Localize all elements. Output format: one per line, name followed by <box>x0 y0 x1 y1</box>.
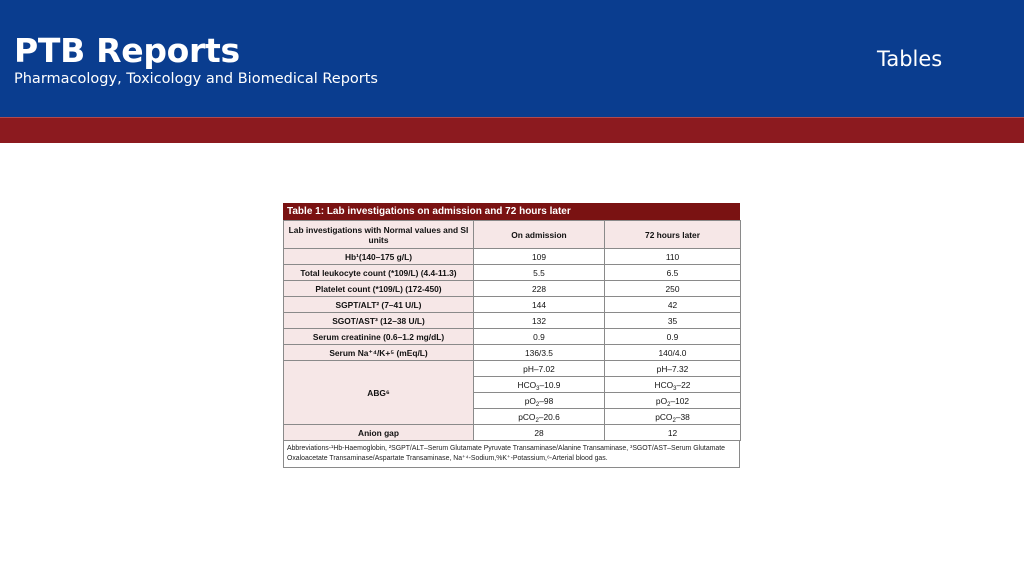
abg-later-value: pH–7.32 <box>605 361 741 377</box>
abg-row <box>284 361 741 377</box>
row-label: Serum Na⁺⁴/K+⁵ (mEq/L) <box>284 345 474 361</box>
admission-value: 5.5 <box>474 265 605 281</box>
admission-value: 136/3.5 <box>474 345 605 361</box>
table-row <box>284 329 741 345</box>
abg-later-value: $pO_2-102$ <box>605 393 741 409</box>
table-row <box>284 345 741 361</box>
later-value: 6.5 <box>605 265 741 281</box>
admission-value: 132 <box>474 313 605 329</box>
row-label: SGOT/AST³ (12–38 U/L) <box>284 313 474 329</box>
later-value: 0.9 <box>605 329 741 345</box>
table-row <box>284 425 741 441</box>
abg-admission-value: pCO$_2$–20.6 <box>474 409 605 425</box>
admission-value: 109 <box>474 249 605 265</box>
admission-value: 144 <box>474 297 605 313</box>
header-banner <box>0 0 1024 117</box>
admission-value: 228 <box>474 281 605 297</box>
abg-admission-value: $HCO_3-10.9$ <box>474 377 605 393</box>
table-row <box>284 265 741 281</box>
abg-later-value: pCO$_2$–38 <box>605 409 741 425</box>
admission-value: 28 <box>474 425 605 441</box>
column-header-investigation: Lab investigations with Normal values and SI units <box>284 221 474 249</box>
row-label: Total leukocyte count (*109/L) (4.4-11.3) <box>284 265 474 281</box>
table-caption: Table 1: Lab investigations on admission and 72 hours later <box>283 203 740 220</box>
later-value: 110 <box>605 249 741 265</box>
abg-admission-value: pH–7.02 <box>474 361 605 377</box>
table-row <box>284 249 741 265</box>
table-row <box>284 313 741 329</box>
section-label: Tables <box>877 47 943 71</box>
column-header-72h: 72 hours later <box>605 221 741 249</box>
table-row <box>284 297 741 313</box>
abg-later-value: $HCO_3-22$ <box>605 377 741 393</box>
lab-table <box>283 220 741 441</box>
later-value: 12 <box>605 425 741 441</box>
later-value: 42 <box>605 297 741 313</box>
abg-admission-value: $pO_2-98$ <box>474 393 605 409</box>
table-header-row <box>284 221 741 249</box>
row-label: Anion gap <box>284 425 474 441</box>
journal-subtitle: Pharmacology, Toxicology and Biomedical Reports <box>14 71 378 87</box>
later-value: 35 <box>605 313 741 329</box>
admission-value: 0.9 <box>474 329 605 345</box>
table-row <box>284 281 741 297</box>
table-footnote: Abbreviations-¹Hb-Haemoglobin, ²SGPT/ALT–Serum Glutamate Pyruvate Transaminase/Alanine Transaminase, ³SGOT/AST–Serum Glutamate Oxaloacetate Transaminase/Aspartate Transaminase, Na⁺⁴-Sodium,%K⁺-Potassium,⁶-Arterial blood gas. <box>283 441 740 468</box>
abg-label: ABG⁶ <box>284 361 474 425</box>
later-value: 140/4.0 <box>605 345 741 361</box>
journal-title: PTB Reports <box>14 31 240 70</box>
table-figure <box>283 203 740 470</box>
accent-band <box>0 117 1024 143</box>
row-label: SGPT/ALT² (7–41 U/L) <box>284 297 474 313</box>
row-label: Platelet count (*109/L) (172-450) <box>284 281 474 297</box>
column-header-admission: On admission <box>474 221 605 249</box>
row-label: Hb¹(140–175 g/L) <box>284 249 474 265</box>
row-label: Serum creatinine (0.6–1.2 mg/dL) <box>284 329 474 345</box>
later-value: 250 <box>605 281 741 297</box>
